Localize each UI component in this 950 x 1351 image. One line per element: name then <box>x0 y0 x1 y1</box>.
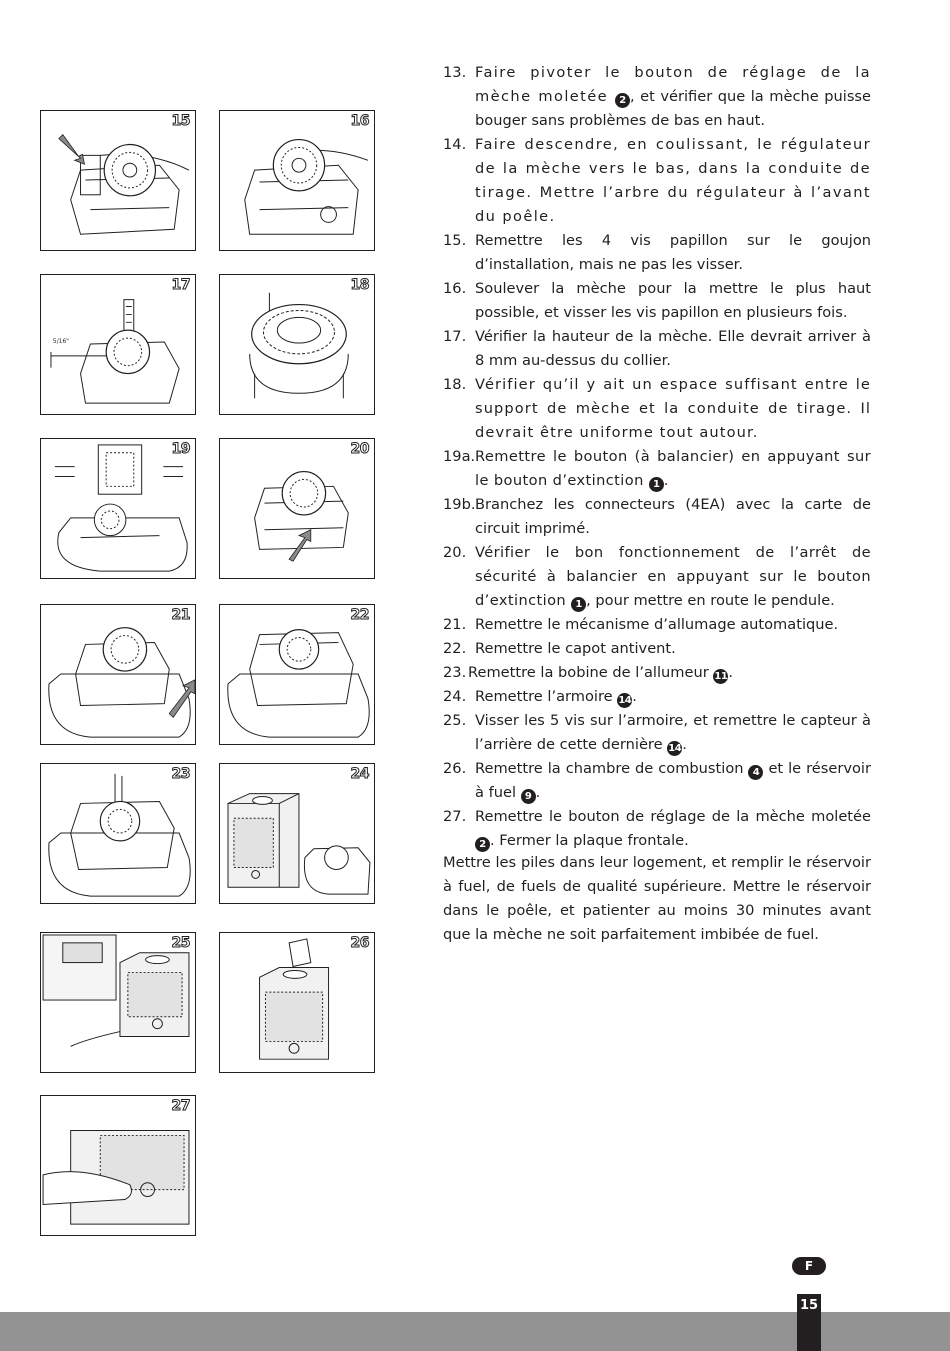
step-number: 20. <box>443 544 467 561</box>
step-number: 22. <box>443 640 467 657</box>
figure-18 <box>219 274 375 415</box>
step-number: 15. <box>443 232 467 249</box>
step-18 <box>443 373 871 445</box>
figure-number: 26 <box>350 935 369 951</box>
figure-15-illustration <box>41 111 195 250</box>
step-text: . <box>728 664 734 681</box>
page-number: 15 <box>797 1294 821 1351</box>
part-number-badge: 14 <box>618 695 632 706</box>
step-14 <box>443 133 871 229</box>
figure-15 <box>40 110 196 251</box>
step-23 <box>443 661 871 685</box>
step-15 <box>443 229 871 277</box>
step-text: Vérifier qu’il y ait un espace suffisant entre le support de mèche et la conduite de tirage. Il devrait être uniforme tout autour. <box>475 376 871 441</box>
figure-23 <box>40 763 196 904</box>
step-text: Remettre le bouton de réglage de la mèche moletée <box>475 808 871 825</box>
figure-27 <box>40 1095 196 1236</box>
step-text: Remettre le bouton (à balancier) en appuyant sur le bouton d’extinction <box>475 448 871 489</box>
figure-19-illustration <box>41 439 195 578</box>
figure-number: 16 <box>350 113 369 129</box>
step-19a <box>443 445 871 493</box>
step-13 <box>443 61 871 133</box>
step-text: Vérifier le bon fonctionnement de l’arrêt de sécurité à balancier en appuyant sur le bouton d’extinction <box>475 544 871 609</box>
step-text: Branchez les connecteurs (4EA) avec la carte de circuit imprimé. <box>475 496 871 537</box>
step-text: Remettre la bobine de l’allumeur <box>468 664 714 681</box>
figure-number: 23 <box>171 766 190 782</box>
figure-25-illustration <box>41 933 195 1072</box>
figure-26-illustration <box>220 933 374 1072</box>
part-number-badge: 2 <box>475 837 490 852</box>
instruction-steps <box>443 61 871 853</box>
step-26 <box>443 757 871 805</box>
figure-number: 24 <box>350 766 369 782</box>
figure-18-illustration <box>220 275 374 414</box>
step-text: Remettre l’armoire <box>475 688 618 705</box>
step-text: Remettre les 4 vis papillon sur le goujon d’installation, mais ne pas les visser. <box>475 232 871 273</box>
step-21 <box>443 613 871 637</box>
step-number: 13. <box>443 64 467 81</box>
step-22 <box>443 637 871 661</box>
figure-16-illustration <box>220 111 374 250</box>
step-text: . <box>632 688 637 705</box>
step-number: 18. <box>443 376 467 393</box>
step-number: 24. <box>443 688 467 705</box>
part-number-badge: 2 <box>615 93 630 108</box>
figure-23-illustration <box>41 764 195 903</box>
figure-number: 19 <box>171 441 190 457</box>
figure-19 <box>40 438 196 579</box>
step-text: . <box>535 784 541 801</box>
step-number: 19b. <box>443 496 476 513</box>
step-number: 27. <box>443 808 467 825</box>
step-text: Soulever la mèche pour la mettre le plus haut possible, et visser les vis papillon en plusieurs fois. <box>475 280 871 321</box>
part-number-badge: 1 <box>571 597 586 612</box>
step-19b <box>443 493 871 541</box>
figure-number: 18 <box>350 277 369 293</box>
figure-21 <box>40 604 196 745</box>
figure-number: 27 <box>171 1098 190 1114</box>
figure-22-illustration <box>220 605 374 744</box>
figure-17 <box>40 274 196 415</box>
step-20 <box>443 541 871 613</box>
step-16 <box>443 277 871 325</box>
step-text: Remettre la chambre de combustion <box>475 760 749 777</box>
step-text: . <box>663 472 669 489</box>
step-text: Faire pivoter le bouton de réglage de la mèche moletée <box>475 64 871 105</box>
figure-number: 17 <box>171 277 190 293</box>
figure-number: 22 <box>350 607 369 623</box>
figure-16 <box>219 110 375 251</box>
figure-17-illustration <box>41 275 195 414</box>
figure-26 <box>219 932 375 1073</box>
step-text: . Fermer la plaque frontale. <box>490 832 689 849</box>
figure-number: 20 <box>350 441 369 457</box>
step-text: , pour mettre en route le pendule. <box>586 592 835 609</box>
part-number-badge: 11 <box>714 671 728 682</box>
step-text: Vérifier la hauteur de la mèche. Elle devrait arriver à 8 mm au-dessus du collier. <box>475 328 871 369</box>
step-text: Visser les 5 vis sur l’armoire, et remettre le capteur à l’arrière de cette dernière <box>475 712 871 753</box>
step-number: 19a. <box>443 448 476 465</box>
step-25 <box>443 709 871 757</box>
figure-25 <box>40 932 196 1073</box>
step-number: 25. <box>443 712 467 729</box>
figure-20-illustration <box>220 439 374 578</box>
part-number-badge: 9 <box>521 789 536 804</box>
step-text: et le réservoir à fuel <box>475 760 871 801</box>
figure-24 <box>219 763 375 904</box>
part-number-badge: 14 <box>668 743 682 754</box>
figure-20 <box>219 438 375 579</box>
closing-paragraph: Mettre les piles dans leur logement, et remplir le réservoir à fuel, de fuels de qualité supérieure. Mettre le réservoir dans le poêle, et patienter au moins 30 minutes avant que la mèche ne soit parfaitement imbibée de fuel. <box>443 854 871 943</box>
step-24 <box>443 685 871 709</box>
step-text: Faire descendre, en coulissant, le régulateur de la mèche vers le bas, dans la conduite de tirage. Mettre l’arbre du régulateur à l’avant du poêle. <box>475 136 871 225</box>
step-17 <box>443 325 871 373</box>
step-number: 14. <box>443 136 467 153</box>
step-number: 21. <box>443 616 467 633</box>
language-tab: F <box>792 1257 826 1275</box>
part-number-badge: 1 <box>649 477 664 492</box>
step-text: Remettre le capot antivent. <box>475 640 676 657</box>
figure-number: 21 <box>171 607 190 623</box>
step-text: Remettre le mécanisme d’allumage automatique. <box>475 616 839 633</box>
part-number-badge: 4 <box>748 765 763 780</box>
figure-number: 25 <box>171 935 190 951</box>
figure-number: 15 <box>171 113 190 129</box>
step-number: 17. <box>443 328 467 345</box>
step-text: . <box>682 736 687 753</box>
figure-21-illustration <box>41 605 195 744</box>
step-number: 26. <box>443 760 467 777</box>
step-number: 16. <box>443 280 467 297</box>
step-text: , et vérifier que la mèche puisse bouger sans problèmes de bas en haut. <box>475 88 872 129</box>
measurement-label: 5/16" <box>52 339 69 346</box>
step-27 <box>443 805 871 853</box>
figure-24-illustration <box>220 764 374 903</box>
figure-27-illustration <box>41 1096 195 1235</box>
step-number: 23. <box>443 664 467 681</box>
figure-22 <box>219 604 375 745</box>
